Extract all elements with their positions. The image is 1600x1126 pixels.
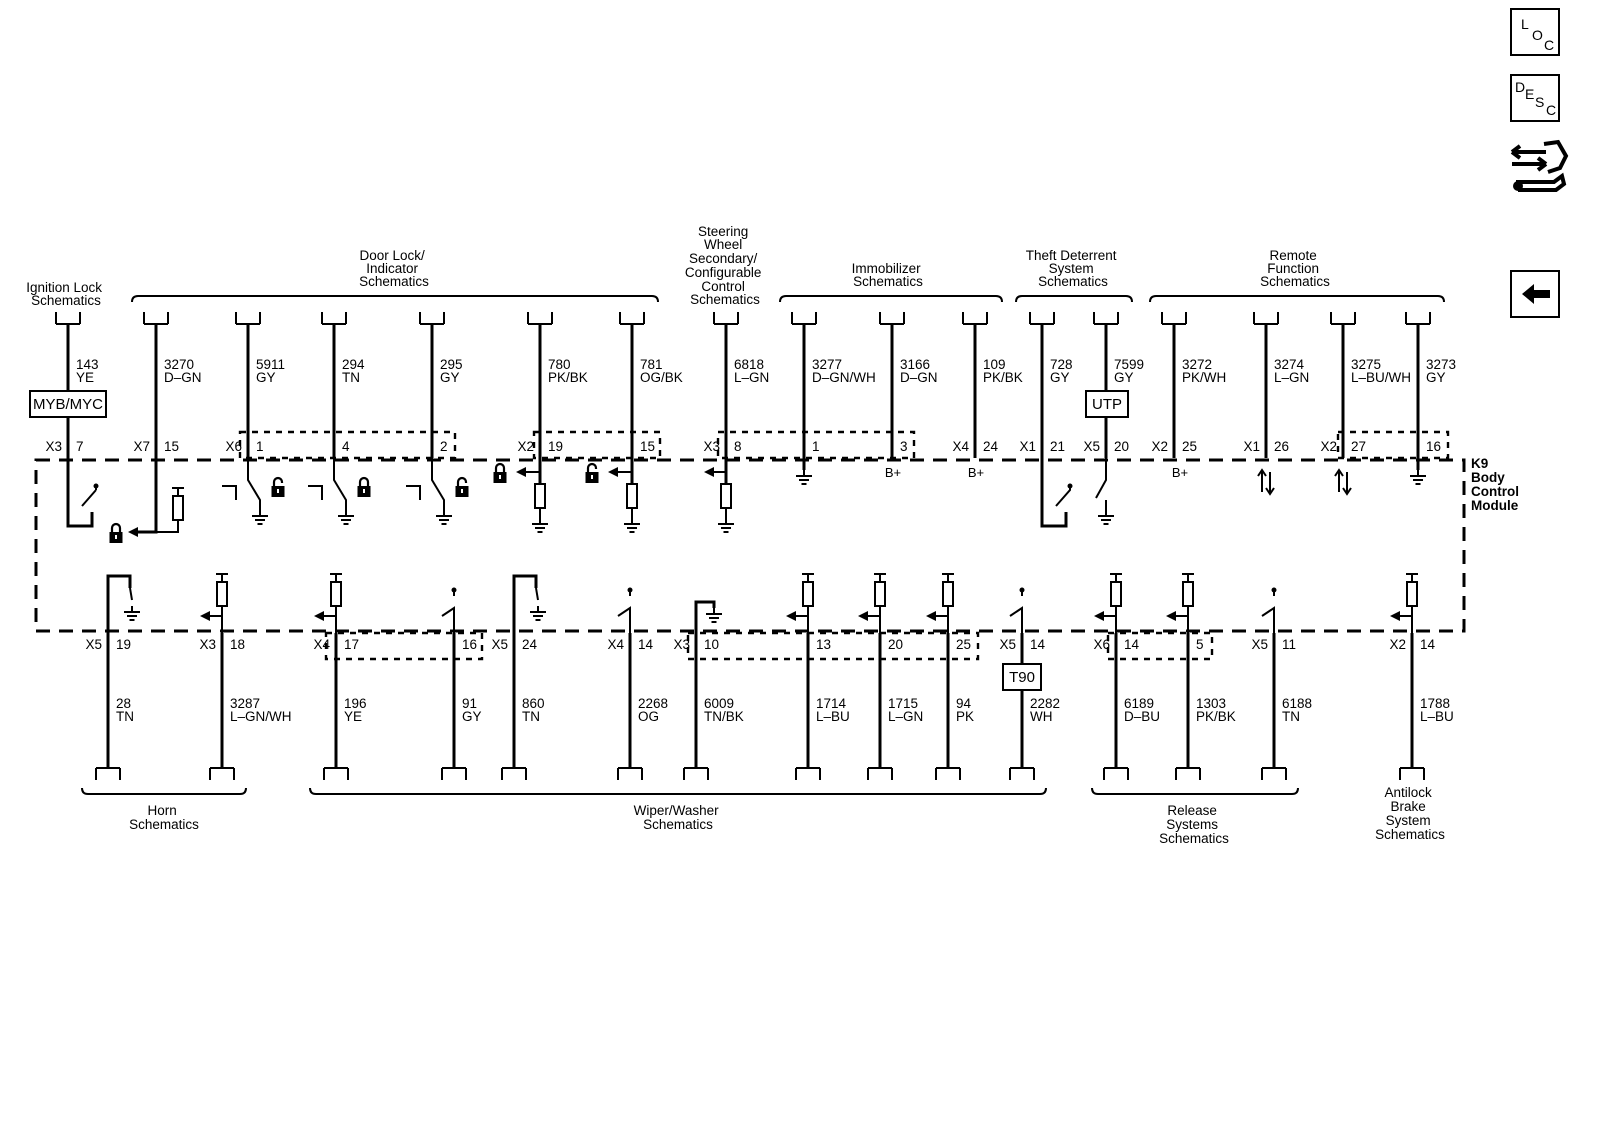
connector-id: X2 [1389, 637, 1406, 652]
circuit-number: 860 [522, 696, 545, 711]
connector-id: X1 [1243, 439, 1260, 454]
splice-t90 [1003, 664, 1041, 690]
harness-connector [210, 768, 234, 780]
connector-id: X2 [1320, 439, 1337, 454]
harness-connector [144, 312, 168, 324]
pin-number: 15 [164, 439, 180, 454]
pin-number: 14 [638, 637, 654, 652]
circuit-number: 780 [548, 357, 571, 372]
wire-color: TN [342, 370, 360, 385]
top-circuit-3272 [1151, 312, 1226, 458]
harness-connector [1094, 312, 1118, 324]
circuit-number: 5911 [256, 357, 286, 372]
bottom-braces [82, 788, 1298, 794]
top-circuits [45, 312, 1456, 458]
group-label-door-lock: Door Lock/ Indicator Schematics [359, 248, 429, 289]
wire-color: GY [256, 370, 276, 385]
supply-label: B+ [967, 465, 985, 480]
wire-color: TN [116, 709, 134, 724]
circuit-number: 294 [342, 357, 365, 372]
unlock-icon [272, 478, 285, 497]
pin-number: 16 [462, 637, 478, 652]
pin-number: 14 [1420, 637, 1436, 652]
connector-id: X5 [999, 637, 1016, 652]
harness-connector [322, 312, 346, 324]
circuit-number: 3270 [164, 357, 195, 372]
pin-number: 2 [440, 439, 448, 454]
harness-connector [96, 768, 120, 780]
circuit-number: 295 [440, 357, 463, 372]
circuit-number: 6189 [1124, 696, 1155, 711]
bottom-circuit-860 [491, 633, 544, 780]
pin-number: 7 [76, 439, 84, 454]
bottom-circuits [85, 633, 1453, 780]
connector-id: X2 [1151, 439, 1168, 454]
circuit-number: 91 [462, 696, 478, 711]
module-label-line: Module [1471, 498, 1519, 513]
circuit-number: 3274 [1274, 357, 1305, 372]
harness-connector [1162, 312, 1186, 324]
pin-number: 3 [900, 439, 908, 454]
pin-number: 19 [548, 439, 564, 454]
wire-color: GY [1050, 370, 1070, 385]
wire-color: GY [1426, 370, 1446, 385]
circuit-number: 3166 [900, 357, 931, 372]
splice-myb [30, 391, 106, 417]
wire-color: TN [522, 709, 540, 724]
wire-color: D–GN/WH [812, 370, 876, 385]
pin-number: 14 [1124, 637, 1140, 652]
bottom-circuit-6189 [1093, 633, 1160, 780]
circuit-number: 781 [640, 357, 663, 372]
harness-connector [684, 768, 708, 780]
supply-label: B+ [1171, 465, 1189, 480]
top-circuit-3274 [1243, 312, 1309, 458]
module-label-line: Control [1471, 484, 1519, 499]
harness-connector [1030, 312, 1054, 324]
harness-connector [56, 312, 80, 324]
lock-icon [358, 478, 371, 497]
circuit-number: 196 [344, 696, 367, 711]
pin-number: 16 [1426, 439, 1442, 454]
desc-letter-c: C [1546, 102, 1557, 118]
top-circuit-781 [620, 312, 683, 458]
group-label-release-systems: Release Systems Schematics [1159, 803, 1229, 846]
circuit-number: 1788 [1420, 696, 1451, 711]
supply-label: B+ [884, 465, 902, 480]
group-label-remote-function: Remote Function Schematics [1260, 248, 1330, 289]
pin-number: 21 [1050, 439, 1066, 454]
bottom-circuit-6188 [1251, 633, 1312, 780]
circuit-number: 6188 [1282, 696, 1313, 711]
circuit-number: 1303 [1196, 696, 1227, 711]
pin-number: 11 [1282, 637, 1297, 652]
top-circuit-3277 [792, 312, 876, 458]
circuit-number: 3272 [1182, 357, 1213, 372]
k9-module-label [1471, 456, 1523, 513]
pin-number: 4 [342, 439, 350, 454]
connector-id: X5 [1083, 439, 1100, 454]
harness-connector [528, 312, 552, 324]
pin-number: 18 [230, 637, 246, 652]
top-circuit-3270 [133, 312, 201, 458]
pin-number: 20 [1114, 439, 1130, 454]
bottom-circuit-2268 [607, 633, 668, 780]
top-circuit-3273 [1406, 312, 1456, 458]
wire-color: WH [1030, 709, 1053, 724]
pin-number: 10 [704, 637, 720, 652]
top-circuit-7599 [1083, 312, 1144, 458]
bottom-circuit-196 [313, 633, 366, 780]
top-circuit-109 [952, 312, 1022, 458]
desc-button[interactable] [1510, 74, 1560, 122]
splice-utp-label: UTP [1092, 396, 1122, 413]
harness-connector [502, 768, 526, 780]
bottom-circuit-1303 [1176, 633, 1236, 780]
wire-color: L–BU/WH [1351, 370, 1412, 385]
lock-icon [494, 464, 507, 483]
circuit-number: 3273 [1426, 357, 1457, 372]
circuit-number: 6009 [704, 696, 735, 711]
harness-connector [618, 768, 642, 780]
lock-icon [110, 524, 123, 543]
connector-id: X7 [133, 439, 150, 454]
harness-connector [936, 768, 960, 780]
connector-dotted-groups [240, 432, 1448, 659]
connector-id: X5 [491, 637, 508, 652]
splice-t90-label: T90 [1009, 669, 1035, 686]
module-label-line: Body [1471, 470, 1505, 485]
wire-color: PK/BK [548, 370, 588, 385]
harness-connector [1010, 768, 1034, 780]
harness-connector [1331, 312, 1355, 324]
pin-number: 27 [1351, 439, 1367, 454]
connector-id: X3 [673, 637, 690, 652]
module-label-line: K9 [1471, 456, 1489, 471]
top-circuit-3166 [880, 312, 938, 458]
wire-color: GY [1114, 370, 1134, 385]
pin-number: 24 [983, 439, 999, 454]
circuit-number: 3287 [230, 696, 261, 711]
pin-number: 15 [640, 439, 656, 454]
pin-number: 1 [812, 439, 820, 454]
connector-id: X4 [313, 637, 330, 652]
connector-id: X4 [607, 637, 624, 652]
group-label-ignition-lock: Ignition Lock Schematics [26, 280, 103, 308]
pin-number: 5 [1196, 637, 1204, 652]
harness-connector [796, 768, 820, 780]
bottom-circuit-91 [442, 633, 482, 780]
group-label-immobilizer: Immobilizer Schematics [851, 261, 923, 289]
harness-connector [1406, 312, 1430, 324]
wire-color: TN/BK [704, 709, 744, 724]
wire-color: PK/BK [1196, 709, 1236, 724]
group-label-steering-wheel: Steering Wheel Secondary/ Configurable Control Schematics [684, 224, 762, 307]
top-circuit-6818 [703, 312, 769, 458]
harness-connector [868, 768, 892, 780]
harness-connector [1254, 312, 1278, 324]
harness-connector [963, 312, 987, 324]
harness-connector [1262, 768, 1286, 780]
loc-letter-o: O [1532, 27, 1543, 43]
internal-components-top [68, 458, 1426, 543]
bottom-circuit-28 [85, 633, 134, 780]
bottom-circuit-6009 [673, 633, 743, 780]
circuit-number: 94 [956, 696, 972, 711]
wire-color: D–BU [1124, 709, 1161, 724]
unlock-icon [456, 478, 469, 497]
wire-color: PK [956, 709, 975, 724]
harness-connector [714, 312, 738, 324]
pin-number: 1 [256, 439, 264, 454]
splice-myb-label: MYB/MYC [32, 396, 104, 413]
connector-id: X1 [1019, 439, 1036, 454]
bottom-circuit-3287 [199, 633, 291, 780]
wire-color: OG/BK [640, 370, 683, 385]
harness-connector [236, 312, 260, 324]
loc-letter-l: L [1521, 16, 1529, 32]
harness-connector [880, 312, 904, 324]
connector-id: X4 [952, 439, 969, 454]
pin-number: 25 [1182, 439, 1198, 454]
wire-color: GY [440, 370, 460, 385]
harness-connector [792, 312, 816, 324]
circuit-number: 3277 [812, 357, 843, 372]
pin-number: 26 [1274, 439, 1290, 454]
circuit-number: 2268 [638, 696, 669, 711]
connector-id: X3 [703, 439, 720, 454]
desc-letter-e: E [1525, 86, 1535, 102]
internal-components-bottom [108, 574, 1418, 633]
back-button[interactable] [1510, 270, 1560, 318]
harness-connector [1104, 768, 1128, 780]
wire-color: L–GN [888, 709, 924, 724]
circuit-number: 6818 [734, 357, 765, 372]
connector-id: X3 [199, 637, 216, 652]
harness-connector [1176, 768, 1200, 780]
pin-number: 19 [116, 637, 132, 652]
wire-color: PK/WH [1182, 370, 1227, 385]
top-circuit-294 [322, 312, 365, 458]
harness-connector [442, 768, 466, 780]
group-label-wiper-washer: Wiper/Washer Schematics [633, 803, 719, 832]
wire-color: TN [1282, 709, 1300, 724]
connector-id: X6 [225, 439, 242, 454]
group-label-antilock-brake: Antilock Brake System Schematics [1375, 785, 1445, 842]
circuit-number: 3275 [1351, 357, 1382, 372]
top-circuit-5911 [225, 312, 285, 458]
pin-number: 24 [522, 637, 538, 652]
connector-id: X2 [517, 439, 534, 454]
connector-wrench-icon[interactable] [1508, 138, 1568, 194]
bottom-circuit-1715 [868, 633, 923, 780]
wire-color: L–GN [1274, 370, 1310, 385]
wire-color: YE [344, 709, 363, 724]
circuit-number: 28 [116, 696, 132, 711]
wire-color: L–BU [816, 709, 850, 724]
group-label-horn: Horn Schematics [129, 803, 199, 832]
bottom-circuit-94 [936, 633, 974, 780]
splice-utp [1086, 391, 1128, 417]
wire-color: L–GN [734, 370, 770, 385]
connector-id: X6 [1093, 637, 1110, 652]
wire-color: YE [76, 370, 95, 385]
top-circuit-780 [517, 312, 587, 458]
pin-number: 13 [816, 637, 832, 652]
top-circuit-3275 [1320, 312, 1411, 458]
wire-color: D–GN [164, 370, 202, 385]
harness-connector [420, 312, 444, 324]
circuit-number: 1714 [816, 696, 847, 711]
desc-letter-s: S [1535, 94, 1545, 110]
harness-connector [1400, 768, 1424, 780]
group-label-theft-deterrent: Theft Deterrent System Schematics [1025, 248, 1117, 289]
circuit-number: 109 [983, 357, 1006, 372]
wire-color: OG [638, 709, 660, 724]
top-circuit-728 [1019, 312, 1072, 458]
bottom-circuit-1788 [1389, 633, 1453, 780]
pin-number: 20 [888, 637, 904, 652]
unlock-icon [586, 464, 599, 483]
top-braces [132, 296, 1444, 302]
pin-number: 25 [956, 637, 972, 652]
loc-button[interactable] [1510, 8, 1560, 56]
wire-color: L–BU [1420, 709, 1454, 724]
circuit-number: 7599 [1114, 357, 1145, 372]
k9-module-outline [36, 460, 1464, 631]
pin-number: 17 [344, 637, 360, 652]
pin-number: 14 [1030, 637, 1046, 652]
circuit-number: 728 [1050, 357, 1073, 372]
connector-id: X3 [45, 439, 62, 454]
harness-connector [324, 768, 348, 780]
circuit-number: 143 [76, 357, 99, 372]
wire-color: D–GN [900, 370, 938, 385]
bottom-circuit-1714 [796, 633, 850, 780]
bottom-circuit-2282 [999, 633, 1060, 780]
circuit-number: 1715 [888, 696, 919, 711]
connector-id: X5 [85, 637, 102, 652]
desc-letter-d: D [1515, 79, 1526, 95]
pin-number: 8 [734, 439, 742, 454]
loc-letter-c: C [1544, 37, 1555, 53]
circuit-number: 2282 [1030, 696, 1061, 711]
top-circuit-143 [45, 312, 98, 458]
wire-color: GY [462, 709, 482, 724]
harness-connector [620, 312, 644, 324]
left-arrow-icon [1512, 272, 1558, 316]
wire-color: PK/BK [983, 370, 1023, 385]
wire-color: L–GN/WH [230, 709, 292, 724]
connector-id: X5 [1251, 637, 1268, 652]
